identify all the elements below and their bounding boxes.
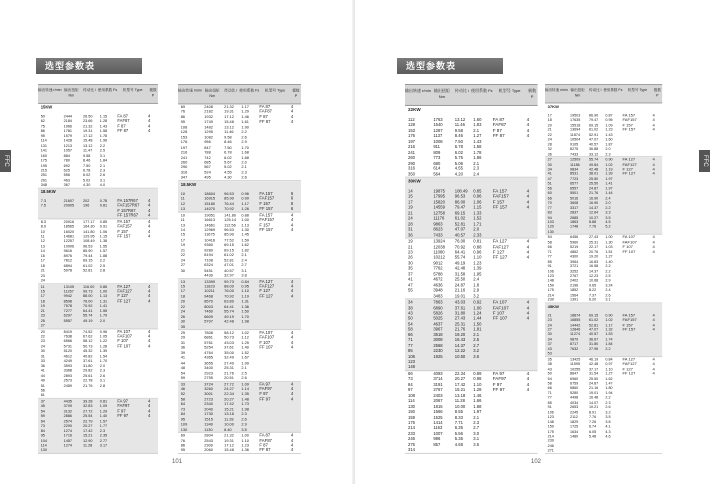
ratio-values: 99.73 88.00 76.00 70.92 63.80 64.41 55.74 49.19 42.48 bbox=[224, 278, 234, 324]
model-types: FA 87 FAF87 F 87 FF 87 bbox=[259, 432, 272, 453]
model-types: FA 127 FAF127 F 127 FF 127 bbox=[117, 283, 132, 304]
torque-values: 19051 16613 14661 12969 11675 10416 9360 9280 8194 7108 6324 5451 4430 bbox=[204, 212, 216, 278]
torque-values: 21607 20905 bbox=[63, 198, 75, 208]
column-header: 输出转速 r/min bbox=[178, 87, 203, 93]
pole-values: 4 4 4 4 bbox=[526, 371, 530, 393]
spec-group bbox=[545, 357, 662, 454]
model-types: FA 87 FAF87 F 87 FF 87 bbox=[259, 104, 272, 125]
torque-values: 13924 12038 11080 10212 9012 7762 5788 4672 4636 3948 3483 bbox=[433, 238, 445, 298]
ratio-values: 27.43 25.31 22.17 20.76 19.20 16.83 16.58 14.37 12.23 10.68 9.65 8.22 7.37 6.20 bbox=[588, 234, 599, 302]
service-factor-values: 1.00 1.30 1.03 1.51 1.27 1.40 2.2 2.2 2.5 2.9 3.24 2.4 2.6 3.1 bbox=[605, 234, 613, 302]
model-types: FA 87 FAF87 F 87 FF 87 bbox=[492, 116, 507, 139]
power-rating: 22KW bbox=[407, 106, 421, 112]
speed-values: 21 23 24 27 30 34 37 43 53 bbox=[547, 312, 552, 356]
torque-values: 8419 7638 6566 5731 5120 4612 4249 3593 3368 2893 2573 2459 bbox=[63, 328, 73, 388]
column-header: 输出转速 r/min bbox=[545, 87, 568, 92]
table-header bbox=[38, 84, 158, 104]
column-header: 机型号 Type bbox=[122, 87, 143, 93]
model-types: FA 157 FAF157 F 157 FF 157 bbox=[259, 212, 275, 232]
pole-values: 4 4 4 4 bbox=[526, 238, 530, 260]
ratio-values: 27.72 24.27 22.34 20.27 17.42 15.21 13.18 11.28 10.00 8.40 bbox=[224, 381, 234, 432]
model-types: FA 107 FAF107 F 107 FF 107 bbox=[622, 234, 637, 254]
spec-group bbox=[405, 371, 538, 454]
side-tab: FFC bbox=[0, 150, 11, 172]
spec-group bbox=[178, 381, 301, 432]
torque-values: 2408 2182 1932 1749 1482 1295 1082 956 847 788 742 685 567 524 495 bbox=[204, 104, 213, 180]
page-number: 102 bbox=[531, 459, 542, 465]
column-header: 传动比 i bbox=[454, 87, 469, 93]
column-header: 输出扭矩 Nm bbox=[64, 87, 79, 98]
ratio-values: 43.03 37.61 31.80 27.43 25.31 21.76 19.20 16.43 14.37 12.22 10.50 bbox=[454, 299, 466, 359]
pole-values: 4 4 4 4 bbox=[290, 381, 294, 402]
model-types: FA 127 FAF127 F 127 FF 127 bbox=[622, 356, 637, 376]
ratio-values: 22.34 20.27 17.42 15.21 13.18 11.28 10.00 8.55 8.33 7.71 6.35 5.56 5.35 4.68 bbox=[454, 371, 466, 447]
ratio-values: 21.32 19.31 17.12 15.48 13.12 11.46 9.58 8.46 7.50 6.78 6.02 5.67 5.02 4.55 4.30 bbox=[224, 104, 234, 180]
torque-values: 18604 16915 15180 14070 bbox=[204, 191, 216, 211]
pole-values: 4 4 4 4 bbox=[148, 328, 151, 349]
pole-values: 4 4 4 4 bbox=[290, 278, 294, 299]
model-types: FA 107 FAF107 F 107 FF 107 bbox=[492, 299, 509, 321]
power-rating: 18.5KW bbox=[180, 181, 197, 187]
service-factor-values: 0.90 1.02 1.17 1.32 1.53 1.74 1.84 2.2 bbox=[605, 312, 613, 351]
model-types: FA 157 FAF157 F 157 FF 157 bbox=[622, 312, 637, 332]
service-factor-values: 1.02 1.12 1.25 1.40 1.52 1.67 1.99 2.1 2.5 2.6 bbox=[241, 330, 249, 381]
column-header: 使用系数 Fs bbox=[603, 87, 623, 92]
ratio-values: 116.00 99.73 88.00 76.00 70.92 64.41 55.74 49.19 bbox=[83, 283, 95, 323]
speed-values: 13 15 17 18 20 22 24 26 30 35 bbox=[180, 278, 186, 329]
spec-group bbox=[178, 104, 301, 181]
speed-values: 37 45 54 59 64 73 84 95 104 114 130 bbox=[40, 398, 48, 453]
column-header: 使用系数 Fs bbox=[97, 87, 118, 93]
column-header: 使用系数 Fs bbox=[471, 87, 493, 93]
pole-values: 4 4 4 4 bbox=[526, 116, 530, 139]
service-factor-values: 0.87 0.95 1.09 1.23 1.43 1.60 1.87 2.0 2.3 bbox=[605, 113, 613, 156]
spec-group bbox=[405, 106, 538, 178]
service-factor-values: 0.88 1.00 1.13 1.30 1.45 1.59 1.62 1.82 2.1 2.4 2.7 3.1 3.8 bbox=[241, 212, 249, 278]
service-factor-values: 0.90 1.02 1.19 1.39 1.97 1.41 1.97 1.44 2.4 2.0 2.2 3.3 3.5 4.5 5.2 bbox=[605, 157, 613, 229]
ratio-values: 21.32 19.31 17.12 15.48 bbox=[224, 432, 234, 453]
model-types: FA 107 FAF107 F 107 FF 107 bbox=[259, 330, 275, 350]
column-header: 输出扭矩 Nm bbox=[433, 87, 450, 99]
spec-group bbox=[545, 103, 662, 157]
ratio-values: 76.00 70.92 64.41 55.74 49.19 42.48 31.58 25.50 24.87 21.16 19.01 bbox=[454, 238, 466, 298]
spec-group bbox=[405, 299, 538, 371]
spec-group bbox=[38, 188, 158, 218]
column-header: 输出转速 r/min bbox=[38, 87, 62, 93]
pole-values: 4 4 4 4 bbox=[526, 299, 530, 321]
page-number: 101 bbox=[172, 459, 183, 465]
pole-values: 4 4 4 4 bbox=[526, 188, 530, 210]
service-factor-values: 0.78 0.81 bbox=[99, 198, 108, 208]
power-rating: 30KW bbox=[407, 178, 421, 184]
speed-values: 19 21 23 26 30 35 37 41 47 55 bbox=[407, 238, 413, 293]
spec-table bbox=[178, 84, 301, 454]
speed-values: 27 30 34 41 47 51 56 60 66 70 77 83 94 103 120 130 bbox=[547, 157, 554, 234]
column-header: 极数 P bbox=[149, 87, 157, 98]
ratio-values: 55.74 49.84 42.48 38.01 25.50 25.50 24.87 21.76 16.90 16.90 14.37 12.64 10.27 8.88 7.76 bbox=[588, 157, 599, 229]
column-header: 机型号 Type bbox=[265, 87, 286, 93]
speed-values: 17 18 20 21 22 24 28 32 36 bbox=[547, 113, 552, 156]
torque-values: 20016 18565 16020 14681 12257 10906 9616 8976 7812 6894 5978 bbox=[63, 218, 75, 273]
power-rating: 37KW bbox=[547, 104, 559, 109]
model-types: FA 157 FAF157 F 157 FF 157 bbox=[622, 113, 637, 132]
ratio-values: 69.15 61.02 52.81 47.07 40.57 36.67 31.80 27.95 bbox=[588, 312, 599, 351]
spec-table bbox=[38, 84, 158, 454]
page-title-banner: 选型参数表 bbox=[397, 58, 503, 74]
pole-values: 4 4 4 4 bbox=[148, 398, 151, 418]
pole-values: 4 4 4 4 bbox=[290, 330, 294, 350]
spec-group bbox=[545, 235, 662, 303]
torque-values: 3724 3260 3001 2723 2340 2040 1730 1515 1340 1130 bbox=[204, 381, 213, 432]
torque-values: 2444 2184 1966 1781 1579 1428 1213 1057 884 780 692 625 556 463 367 bbox=[63, 113, 73, 188]
speed-values: 11 15 17 18 19 21 23 25 27 bbox=[40, 283, 45, 328]
table-header bbox=[545, 84, 662, 103]
spec-group bbox=[178, 433, 301, 454]
speed-values: 66 73 84 97 108 114 130 150 159 175 214 233 246 275 314 bbox=[407, 371, 415, 453]
power-rating: 45KW bbox=[547, 303, 559, 309]
column-header: 机型号 Type bbox=[627, 87, 648, 92]
column-header: 极数 P bbox=[653, 87, 661, 98]
model-types: FA 157 FAF157 F 157 FF 157 bbox=[492, 188, 509, 210]
service-factor-values: 0.96 1.05 1.22 1.28 1.39 1.54 1.70 2.0 2.3 2.6 3.1 2.8 bbox=[99, 328, 108, 388]
speed-values: 7.3 7.5 bbox=[40, 198, 46, 208]
speed-values: 112 128 153 176 197 216 241 260 290 316 350 bbox=[407, 116, 415, 177]
speed-values: 35 38 43 50 54 58 66 71 77 85 91 106 123 148 159 175 214 239 246 271 bbox=[547, 356, 554, 453]
torque-values: 13425 11595 10255 8847 6960 6759 5860 5280 4498 4034 2653 2245 2112 1829 1725 1634 1480 bbox=[570, 356, 581, 439]
ratio-values: 177.17 164.30 141.80 129.95 108.49 96.53 85.90 79.44 69.15 61.02 52.81 bbox=[83, 218, 95, 273]
torque-values: 4435 3709 3132 2886 2574 2290 1274 1716 1457 1274 bbox=[63, 398, 73, 448]
side-tab: FFC bbox=[699, 150, 710, 172]
column-header: 输出扭矩 Nm bbox=[204, 87, 220, 98]
torque-values: 7863 6890 5826 5025 4637 3967 3518 3008 2568 2230 1925 bbox=[433, 299, 443, 359]
torque-values: 7808 6861 5761 5254 4764 4365 3655 3400 2923 2755 bbox=[204, 330, 213, 381]
speed-values: 69 76 86 95 108 128 153 176 197 216 241 260 290 316 347 bbox=[180, 104, 188, 180]
model-types: FA 107 FAF107 F 107 FF 107 bbox=[117, 328, 132, 349]
torque-values: 18874 16855 14442 12846 11274 9879 8717 7632 bbox=[570, 312, 581, 351]
service-factor-values: 0.81 0.88 0.96 1.10 1.23 1.39 1.95 2.4 1.8 2.9 3.2 bbox=[473, 238, 482, 298]
spec-group bbox=[545, 157, 662, 235]
right-page bbox=[355, 0, 710, 484]
column-header: 传动比 i bbox=[224, 87, 238, 93]
pole-values: 4 4 4 4 bbox=[148, 218, 151, 239]
pole-values: 4 4 4 4 bbox=[652, 113, 655, 132]
column-header: 极数 P bbox=[292, 87, 300, 98]
service-factor-values: 0.84 0.95 1.10 1.19 1.31 1.36 1.50 1.70 1.98 bbox=[241, 278, 249, 324]
spec-group bbox=[178, 330, 301, 381]
service-factor-values: 1.15 1.28 1.43 1.58 1.78 1.96 2.2 2.5 3.1 1.84 2.1 2.3 2.6 3.1 4.0 bbox=[99, 113, 108, 188]
service-factor-values: 1.60 1.83 2.1 1.27 1.43 1.58 1.78 1.86 2.1 2.3 2.4 bbox=[473, 116, 482, 177]
column-header: 传动比 i bbox=[83, 87, 96, 93]
speed-values: 8.3 8.9 10 11 12 13 14 16 17 18 21 23 24 bbox=[40, 218, 46, 283]
service-factor-values: 1.00 1.10 1.23 1.36 bbox=[241, 432, 249, 453]
column-header: 传动比 i bbox=[589, 87, 602, 92]
spec-group bbox=[38, 219, 158, 284]
model-types: FA 97 FAF97 F 97 FF 97 bbox=[492, 371, 507, 393]
torque-values: 13105 11267 9942 8598 7578 7277 6297 5557 bbox=[63, 283, 75, 323]
pole-values: 4 4 4 4 bbox=[652, 356, 655, 376]
spec-group bbox=[38, 399, 158, 454]
ratio-values: 108.49 96.53 86.00 79.47 69.15 61.02 52.81 47.07 40.57 bbox=[454, 188, 468, 238]
torque-values: 19875 17995 15820 14559 12758 11176 9863 8623 7433 bbox=[433, 188, 445, 238]
speed-values: 50 62 75 86 95 114 131 141 160 175 195 215 251 291 348 bbox=[40, 113, 48, 188]
torque-values: 12509 11186 9834 8531 7723 6577 6557 5501 5016 3608 3317 2837 2685 1863 1748 bbox=[570, 157, 581, 229]
spec-group bbox=[38, 284, 158, 329]
spec-group bbox=[405, 178, 538, 239]
page-title-banner: 选型参数表 bbox=[36, 58, 142, 74]
ratio-values: 39.28 32.83 27.72 25.54 22.79 20.27 17.42 15.21 12.90 11.28 bbox=[83, 398, 93, 448]
service-factor-values: 1.17 1.29 1.46 1.61 1.90 2.2 2.6 2.9 1.70 1.68 1.68 2.0 2.1 2.3 2.6 bbox=[241, 104, 249, 180]
speed-values: 20 22 23 24 30 31 33 36 41 44 49 51 56 61 bbox=[40, 328, 45, 398]
pole-values: 4 4 4 4 bbox=[148, 198, 151, 218]
power-rating: 18.5KW bbox=[40, 189, 56, 194]
speed-values: 10 11 12 13 bbox=[180, 191, 186, 211]
spec-group bbox=[545, 303, 662, 357]
speed-values: 10 11 13 14 15 17 19 21 22 24 27 30 bbox=[180, 212, 186, 273]
column-header: 极数 P bbox=[528, 87, 537, 99]
model-types: FA 97 FAF97 F 97 FF 97 bbox=[117, 398, 130, 418]
service-factor-values: 0.96 0.99 1.17 1.26 bbox=[241, 191, 249, 211]
service-factor-values: 0.92 1.00 1.24 1.44 1.50 1.81 2.1 2.5 2.7 3.2 3.6 bbox=[473, 299, 482, 359]
model-types: FA 157 FAF157 F 157 FF 157 bbox=[259, 191, 275, 211]
model-types: FA 87 FAF87 F 87 FF 87 bbox=[117, 113, 130, 134]
ratio-values: 13.12 11.46 9.58 8.46 7.50 6.78 6.02 5.75 5.06 4.55 4.20 bbox=[454, 116, 466, 177]
ratio-values: 74.52 67.62 58.12 50.73 45.32 40.82 37.61 31.80 29.82 25.61 22.78 21.76 bbox=[83, 328, 93, 388]
torque-values: 1763 1540 1287 1137 1008 911 809 773 680 614 564 bbox=[433, 116, 443, 177]
model-types: FA 127 FAF127 F 127 FF 127 bbox=[622, 157, 637, 177]
ratio-values: 86.90 79.47 69.15 61.02 52.91 47.07 40.57 36.88 33.12 bbox=[588, 113, 599, 156]
torque-values: 2804 2543 2300 2060 bbox=[204, 432, 213, 453]
spec-group bbox=[178, 181, 301, 212]
speed-values: 25 29 31 36 39 41 44 48 54 59 bbox=[180, 330, 186, 381]
model-types: FA 157R67 FAF157R67 F 157R67 FF 157R67 bbox=[117, 198, 140, 218]
torque-values: 19503 17635 15518 13694 11874 10504 9105 8275 7433 bbox=[570, 113, 581, 156]
spec-table bbox=[545, 84, 662, 454]
torque-values: 6456 5960 5219 4862 4300 3964 3721 3252 2767 2402 2196 1852 1564 1391 bbox=[570, 234, 579, 302]
ratio-values: 46.19 42.48 37.17 31.54 25.50 24.87 21.16 19.01 16.48 14.07 10.21 8.91 7.76 7.26 6.74 6.05 5.48 bbox=[588, 356, 599, 439]
pole-values: 4 4 4 4 bbox=[290, 212, 294, 232]
pole-values: 4 4 4 4 bbox=[652, 157, 655, 177]
service-factor-values: 0.86 1.00 1.13 1.31 1.41 1.55 1.79 2.0 bbox=[99, 283, 108, 323]
spec-group bbox=[178, 279, 301, 330]
column-header: 输出转速 r/min bbox=[405, 87, 431, 93]
spec-table bbox=[405, 84, 538, 454]
service-factor-values: 0.85 0.91 1.06 1.15 1.38 1.55 1.57 1.88 2.2 2.5 2.8 bbox=[99, 218, 108, 273]
speed-values: 69 76 86 95 bbox=[180, 432, 186, 453]
ratio-values: 58.12 50.73 43.03 37.61 35.00 32.49 27.40 25.31 21.76 20.51 bbox=[224, 330, 234, 381]
spec-group bbox=[38, 329, 158, 399]
spec-group bbox=[405, 239, 538, 300]
ratio-values: 141.80 125.14 112.56 96.53 85.90 77.52 69.15 69.15 61.02 52.81 47.01 40.57 32.97 bbox=[224, 212, 237, 278]
pole-values: 4 4 4 4 bbox=[290, 432, 294, 453]
ratio-values: 96.53 85.90 76.44 70.92 bbox=[224, 191, 234, 211]
torque-values: 13399 11823 10211 9468 8570 8003 7460 6609 5707 bbox=[204, 278, 216, 324]
pole-values: 4 4 4 4 bbox=[652, 234, 655, 254]
service-factor-values: 0.85 0.96 1.06 1.15 1.33 1.52 1.71 2.0 2.33 bbox=[473, 188, 482, 238]
column-header: 机型号 Type bbox=[498, 87, 521, 93]
pole-values: 6 6 6 6 bbox=[290, 191, 294, 211]
column-header: 使用系数 Fs bbox=[239, 87, 260, 93]
spec-group bbox=[38, 104, 158, 189]
table-header bbox=[178, 84, 301, 104]
power-rating: 15KW bbox=[40, 104, 53, 110]
service-factor-values: 1.09 1.14 1.35 1.48 1.73 1.98 2.3 2.6 2.9 3.5 bbox=[241, 381, 249, 432]
table-header bbox=[405, 84, 538, 106]
speed-values: 54 58 66 71 77 85 91 106 123 148 159 175 214 239 bbox=[547, 234, 554, 302]
ratio-values: 202 196 bbox=[83, 198, 90, 208]
model-types: FA 157 FAF157 F 157 FF 157 bbox=[117, 218, 132, 239]
spec-group bbox=[178, 212, 301, 278]
model-types: FA 97 FAF97 F 97 FF 97 bbox=[259, 381, 272, 402]
speed-values: 14 15 17 19 21 24 28 31 36 bbox=[407, 188, 413, 238]
torque-values: 4093 3714 3191 2767 2403 2067 1815 1566 1525 1414 1163 1007 986 857 bbox=[433, 371, 443, 447]
speed-values: 33 46 52 58 64 73 84 95 109 130 bbox=[180, 381, 188, 432]
pole-values: 4 4 4 4 bbox=[148, 113, 151, 134]
pole-values: 4 4 4 4 bbox=[148, 283, 151, 304]
column-header: 输出扭矩 Nm bbox=[570, 87, 585, 98]
model-types: FA 127 FAF127 F 127 FF 127 bbox=[492, 238, 509, 260]
service-factor-values: 0.89 0.98 1.10 1.28 1.46 1.66 1.88 1.97 2.1 2.3 2.7 3.0 3.1 3.5 bbox=[473, 371, 482, 447]
service-factor-values: 0.81 1.09 1.29 1.40 1.57 1.77 2.3 2.35 2.77 3.17 bbox=[99, 398, 108, 448]
pole-values: 4 4 4 4 bbox=[290, 104, 294, 125]
ratio-values: 26.50 23.66 21.32 19.31 17.12 15.48 13.12 11.47 9.58 8.46 7.50 6.78 6.02 5.02 4.30 bbox=[83, 113, 93, 188]
speed-values: 34 38 43 50 54 58 66 71 77 85 106 123 148 bbox=[407, 299, 415, 370]
model-types: FA 127 FAF127 F 127 FF 127 bbox=[259, 278, 275, 299]
pole-values: 4 4 4 4 bbox=[652, 312, 655, 332]
service-factor-values: 0.84 0.97 1.10 1.27 1.62 1.47 1.80 1.94 2.2 2.3 2.6 3.2 3.5 3.8 4.1 4.3 4.6 bbox=[605, 356, 613, 439]
